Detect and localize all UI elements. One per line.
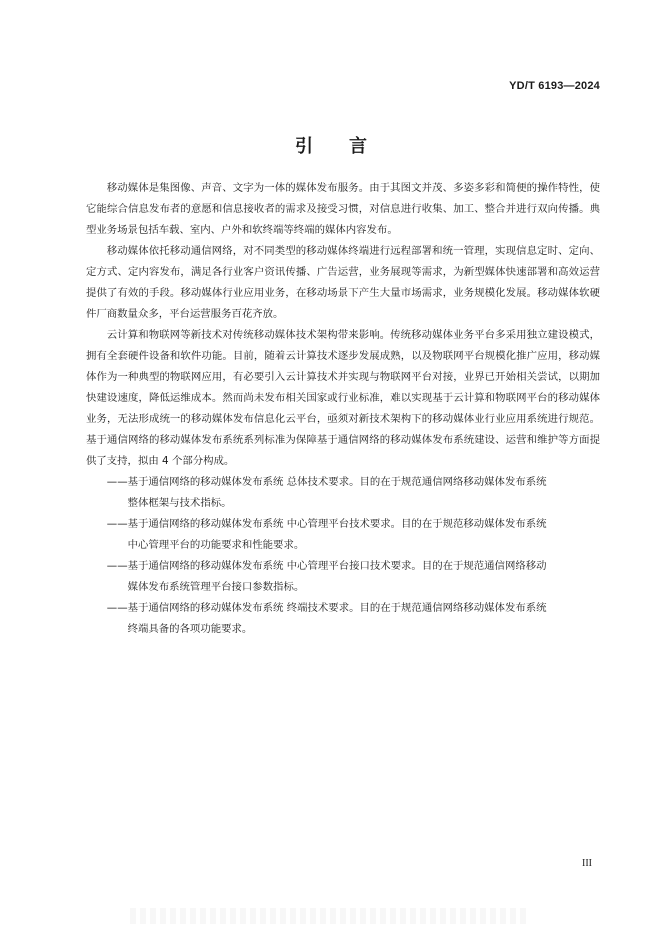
part-line-2: 中心管理平台的功能要求和性能要求。	[127, 539, 305, 551]
part-line-1: ——基于通信网络的移动媒体发布系统 中心管理平台技术要求。目的在于规范移动媒体发布系统	[106, 518, 547, 530]
standard-code: YD/T 6193—2024	[509, 80, 600, 92]
part-list-item	[86, 514, 600, 556]
paragraph: 云计算和物联网等新技术对传统移动媒体技术架构带来影响。传统移动媒体业务平台多采用独立建设模式，拥有全套硬件设备和软件功能。目前，随着云计算技术逐步发展成熟，以及物联网平台规模化推广应用，移动媒体作为一种典型的物联网应用，有必要引入云计算技术并实现与物联网平台对接，业界已开始相关尝试，以期加快建设速度，降低运维成本。然而尚未发布相关国家或行业标准，难以实现基于云计算和物联网平台的移动媒体业务，无法形成统一的移动媒体发布信息化云平台，亟须对新技术架构下的移动媒体业行业应用系统进行规范。基于通信网络的移动媒体发布系统系列标准为保障基于通信网络的移动媒体发布系统建设、运营和维护等方面提供了支持，拟由 4 个部分构成。	[86, 329, 600, 467]
title-char-1: 引	[295, 136, 313, 157]
part-line-2: 终端具备的各项功能要求。	[127, 623, 253, 635]
part-list-item	[86, 598, 600, 640]
part-list-item	[86, 472, 600, 514]
part-line-1: ——基于通信网络的移动媒体发布系统 终端技术要求。目的在于规范通信网络移动媒体发布系统	[106, 602, 547, 614]
part-line-1: ——基于通信网络的移动媒体发布系统 中心管理平台接口技术要求。目的在于规范通信网络移动	[106, 560, 547, 572]
introduction-body	[86, 178, 600, 640]
paragraph: 移动媒体依托移动通信网络，对不同类型的移动媒体终端进行远程部署和统一管理，实现信息定时、定向、定方式、定内容发布，满足各行业客户资讯传播、广告运营，业务展现等需求，为新型媒体快速部署和高效运营提供了有效的手段。移动媒体行业应用业务，在移动场景下产生大量市场需求，业务规模化发展。移动媒体软硬件厂商数量众多，平台运营服务百花齐放。	[86, 245, 600, 320]
paragraph: 移动媒体是集图像、声音、文字为一体的媒体发布服务。由于其图文并茂、多姿多彩和简便的操作特性，使它能综合信息发布者的意愿和信息接收者的需求及接受习惯，对信息进行收集、加工、整合并进行双向传播。典型业务场景包括车载、室内、户外和软终端等终端的媒体内容发布。	[86, 182, 600, 236]
title-char-2: 言	[349, 136, 367, 157]
part-list-item	[86, 556, 600, 598]
part-line-2: 媒体发布系统管理平台接口参数指标。	[127, 581, 305, 593]
part-line-2: 整体框架与技术指标。	[127, 497, 232, 509]
part-line-1: ——基于通信网络的移动媒体发布系统 总体技术要求。目的在于规范通信网络移动媒体发布系统	[106, 476, 547, 488]
page-title	[0, 132, 662, 158]
page-number: III	[582, 858, 592, 869]
footer-watermark	[130, 908, 530, 924]
